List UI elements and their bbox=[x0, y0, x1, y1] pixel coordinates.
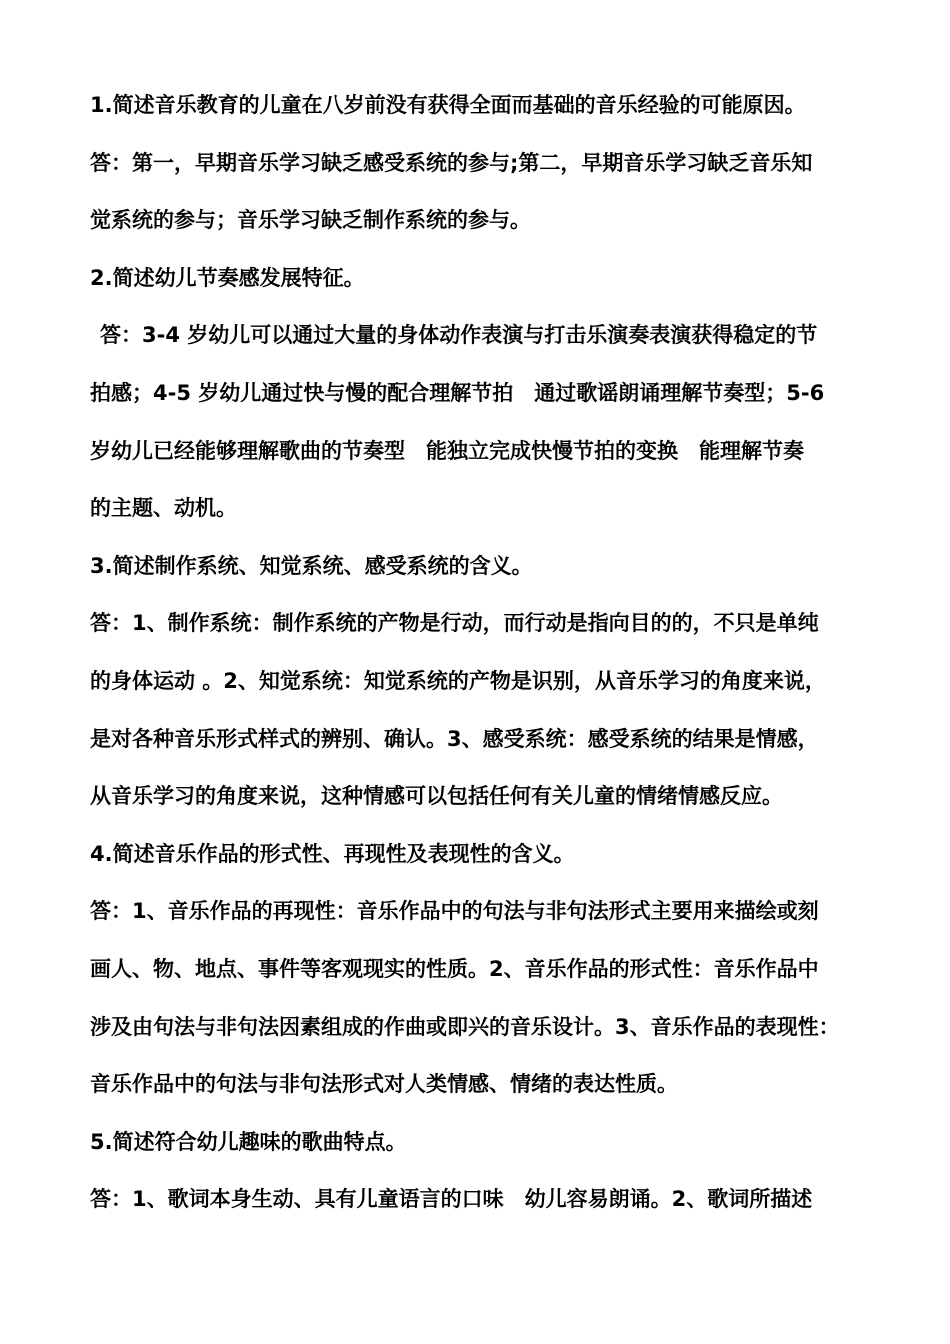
answer-3-line-3: 是对各种音乐形式样式的辨别、确认。3、感受系统：感受系统的结果是情感， bbox=[90, 726, 819, 751]
answer-2-line-2: 拍感；4-5 岁幼儿通过快与慢的配合理解节拍 通过歌谣朗诵理解节奏型；5-6 bbox=[90, 380, 825, 405]
answer-3-line-1: 答：1、制作系统：制作系统的产物是行动，而行动是指向目的的，不只是单纯 bbox=[90, 611, 819, 636]
answer-2-line-3: 岁幼儿已经能够理解歌曲的节奏型 能独立完成快慢节拍的变换 能理解节奏 bbox=[90, 438, 804, 463]
answer-5-line-1: 答：1、歌词本身生动、具有儿童语言的口味 幼儿容易朗诵。2、歌词所描述 bbox=[90, 1187, 813, 1212]
question-5: 5.简述符合幼儿趣味的歌曲特点。 bbox=[90, 1129, 407, 1154]
question-3: 3.简述制作系统、知觉系统、感受系统的含义。 bbox=[90, 553, 533, 578]
question-2: 2.简述幼儿节奏感发展特征。 bbox=[90, 265, 365, 290]
answer-3-line-2: 的身体运动 。2、知觉系统：知觉系统的产物是识别，从音乐学习的角度来说， bbox=[90, 668, 826, 693]
answer-1-line-2: 觉系统的参与；音乐学习缺乏制作系统的参与。 bbox=[90, 208, 531, 233]
answer-4-line-2: 画人、物、地点、事件等客观现实的性质。2、音乐作品的形式性：音乐作品中 bbox=[90, 956, 819, 981]
question-4: 4.简述音乐作品的形式性、再现性及表现性的含义。 bbox=[90, 841, 575, 866]
answer-4-line-4: 音乐作品中的句法与非句法形式对人类情感、情绪的表达性质。 bbox=[90, 1072, 678, 1097]
answer-4-line-1: 答：1、音乐作品的再现性：音乐作品中的句法与非句法形式主要用来描绘或刻 bbox=[90, 899, 819, 924]
answer-1-line-1: 答：第一，早期音乐学习缺乏感受系统的参与;第二，早期音乐学习缺乏音乐知 bbox=[90, 150, 813, 175]
document-body bbox=[90, 82, 865, 1234]
answer-3-line-4: 从音乐学习的角度来说，这种情感可以包括任何有关儿童的情绪情感反应。 bbox=[90, 784, 783, 809]
answer-4-line-3: 涉及由句法与非句法因素组成的作曲或即兴的音乐设计。3、音乐作品的表现性： bbox=[90, 1014, 840, 1039]
question-1: 1.简述音乐教育的儿童在八岁前没有获得全面而基础的音乐经验的可能原因。 bbox=[90, 93, 806, 117]
answer-2-line-1: 答：3-4 岁幼儿可以通过大量的身体动作表演与打击乐演奏表演获得稳定的节 bbox=[100, 323, 818, 348]
answer-2-line-4: 的主题、动机。 bbox=[90, 496, 237, 521]
